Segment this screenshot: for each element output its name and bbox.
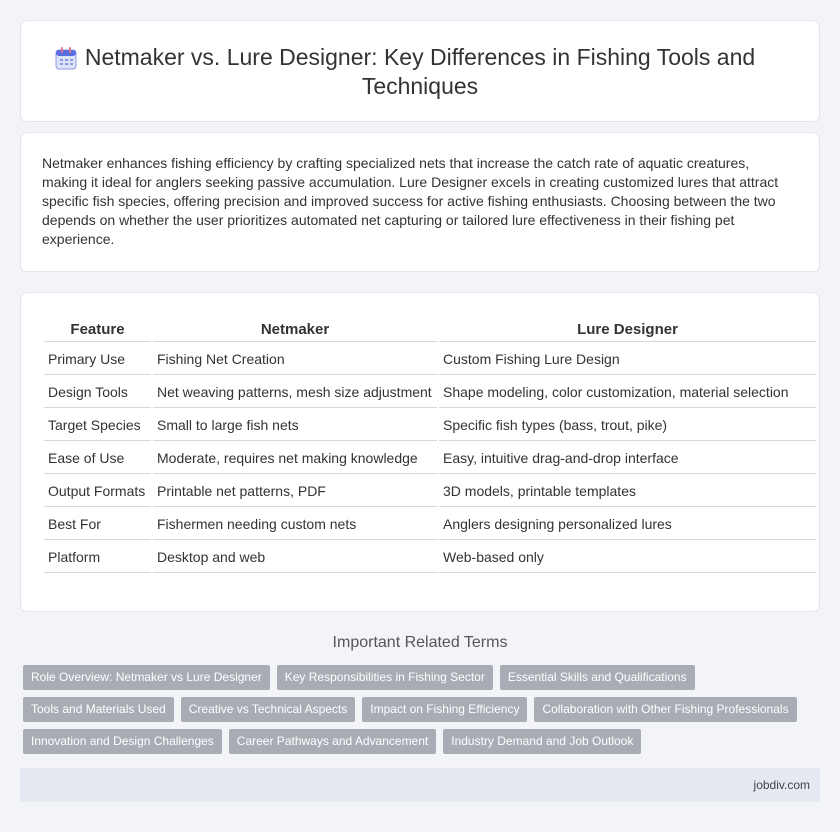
tag-link[interactable]: Creative vs Technical Aspects	[181, 697, 356, 722]
tag-link[interactable]: Role Overview: Netmaker vs Lure Designer	[23, 665, 270, 690]
table-cell: Custom Fishing Lure Design	[439, 344, 816, 375]
table-header-row	[44, 319, 816, 342]
table-row	[44, 377, 816, 408]
footer-site-link[interactable]: jobdiv.com	[753, 778, 810, 792]
table-cell: Desktop and web	[153, 542, 437, 573]
table-row	[44, 509, 816, 540]
footer	[20, 768, 820, 802]
tag-link[interactable]: Career Pathways and Advancement	[229, 729, 436, 754]
tag-link[interactable]: Tools and Materials Used	[23, 697, 174, 722]
table-cell: Small to large fish nets	[153, 410, 437, 441]
table-cell: Fishing Net Creation	[153, 344, 437, 375]
table-cell: Anglers designing personalized lures	[439, 509, 816, 540]
table-cell: Output Formats	[44, 476, 151, 507]
tag-link[interactable]: Impact on Fishing Efficiency	[362, 697, 527, 722]
table-row	[44, 344, 816, 375]
table-cell: Fishermen needing custom nets	[153, 509, 437, 540]
tag-link[interactable]: Collaboration with Other Fishing Professionals	[534, 697, 796, 722]
table-cell: Web-based only	[439, 542, 816, 573]
related-terms-list	[23, 665, 813, 761]
table-cell: Moderate, requires net making knowledge	[153, 443, 437, 474]
table-cell: Best For	[44, 509, 151, 540]
page-title: Netmaker vs. Lure Designer: Key Differences in Fishing Tools and Techniques	[84, 44, 756, 99]
table-cell: Primary Use	[44, 344, 151, 375]
tag-link[interactable]: Industry Demand and Job Outlook	[443, 729, 641, 754]
table-cell: Target Species	[44, 410, 151, 441]
header-lure-designer: Lure Designer	[439, 319, 816, 342]
table-row	[44, 410, 816, 441]
table-cell: Specific fish types (bass, trout, pike)	[439, 410, 816, 441]
tag-row	[23, 729, 813, 754]
tag-row	[23, 665, 813, 690]
table-row	[44, 443, 816, 474]
header-feature: Feature	[44, 319, 151, 342]
table-cell: Design Tools	[44, 377, 151, 408]
title-card	[20, 20, 820, 122]
intro-card	[20, 132, 820, 272]
intro-paragraph: Netmaker enhances fishing efficiency by crafting specialized nets that increase the catch rate of aquatic creatures, making it ideal for anglers seeking passive accumulation. Lure Designer excels in creating customized lures that attract specific fish species, offering precision and improved success for active fishing enthusiasts. Choosing between the two depends on whether the user prioritizes automated net capturing or tailored lure effectiveness in their fishing pet experience.	[42, 155, 779, 247]
comparison-card	[20, 292, 820, 612]
tag-link[interactable]: Innovation and Design Challenges	[23, 729, 222, 754]
table-row	[44, 476, 816, 507]
comparison-table	[42, 317, 818, 575]
table-row	[44, 542, 816, 573]
table-cell: Printable net patterns, PDF	[153, 476, 437, 507]
table-cell: Easy, intuitive drag-and-drop interface	[439, 443, 816, 474]
table-cell: Ease of Use	[44, 443, 151, 474]
table-cell: Platform	[44, 542, 151, 573]
table-cell: Net weaving patterns, mesh size adjustment	[153, 377, 437, 408]
table-cell: 3D models, printable templates	[439, 476, 816, 507]
tag-link[interactable]: Key Responsibilities in Fishing Sector	[277, 665, 493, 690]
table-cell: Shape modeling, color customization, material selection	[439, 377, 816, 408]
header-netmaker: Netmaker	[153, 319, 437, 342]
related-terms-title: Important Related Terms	[332, 634, 508, 651]
tag-link[interactable]: Essential Skills and Qualifications	[500, 665, 695, 690]
tag-row	[23, 697, 813, 722]
